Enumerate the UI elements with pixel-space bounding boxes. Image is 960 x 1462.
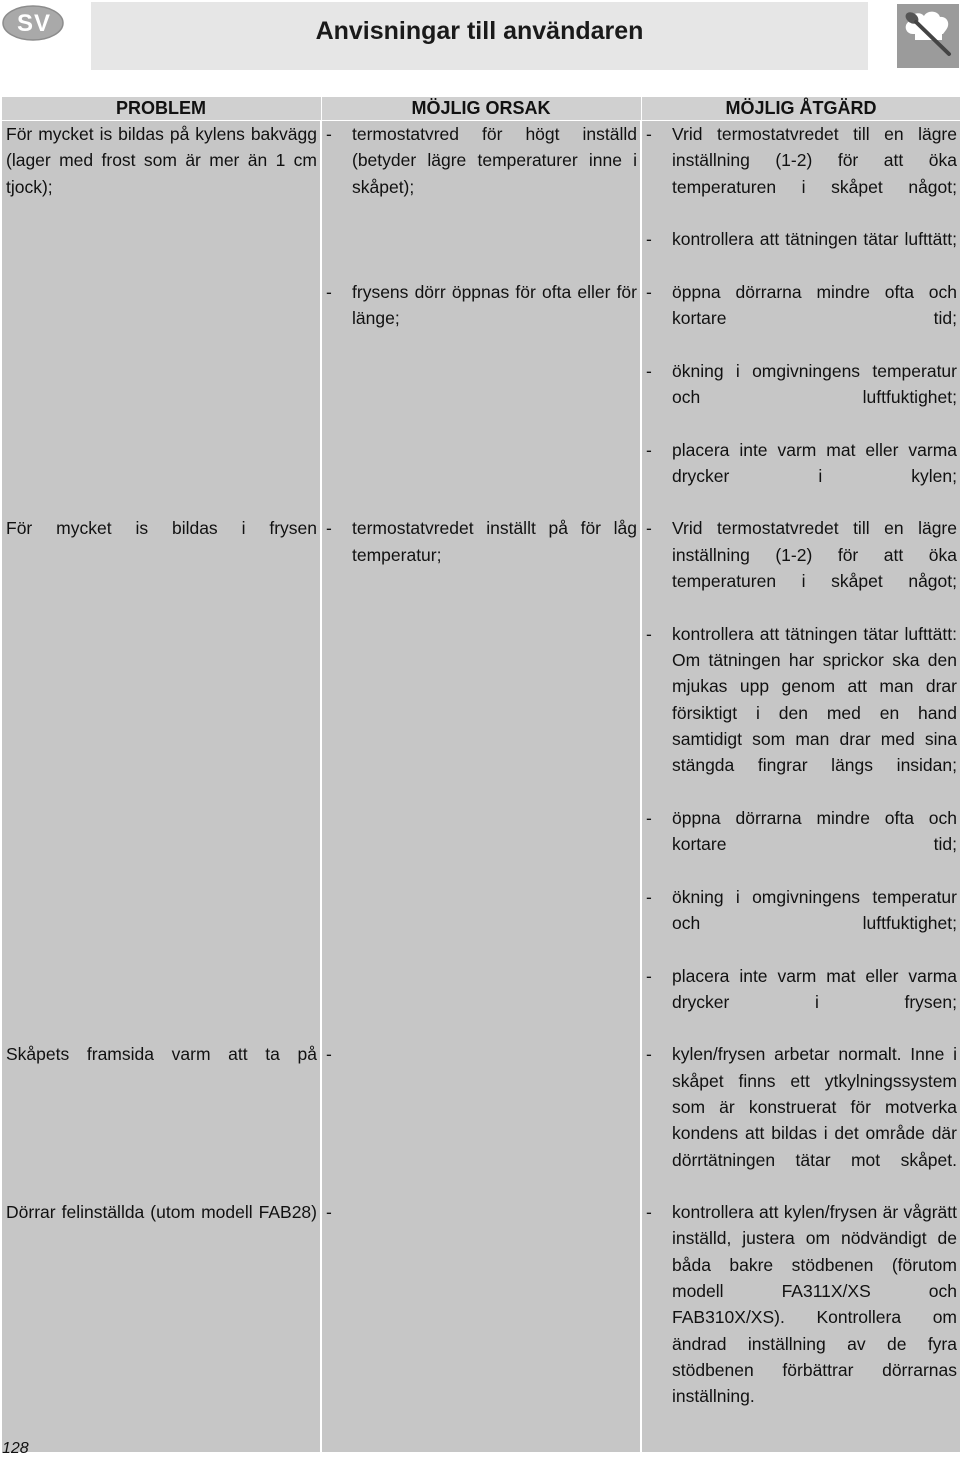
table-row (1, 121, 960, 516)
cause-text: frysens dörr öppnas för ofta eller för länge; (352, 281, 637, 329)
table-row (1, 1199, 960, 1452)
action-item (642, 621, 960, 805)
bullet-dash: - (646, 965, 652, 986)
problem-text: Skåpets framsida varm att ta på (6, 1044, 317, 1065)
action-text: Vrid termostatvredet till en lägre inställning (1-2) för att öka temperaturen i skåpet något; (672, 518, 957, 592)
bullet-dash: - (326, 124, 332, 144)
action-cell (641, 121, 960, 516)
cause-item (322, 121, 640, 226)
action-text: ökning i omgivningens temperatur och luftfuktighet; (672, 886, 957, 933)
bullet-dash: - (326, 518, 332, 539)
action-cell (641, 1041, 960, 1199)
action-text: kylen/frysen arbetar normalt. Inne i skåpet finns ett ytkylningssystem som är konstruerat för motverka kondens att bildas i det område där dörrtätningen tätar mot skåpet. (672, 1044, 957, 1170)
spacer (322, 226, 640, 279)
troubleshooting-table (0, 96, 960, 1452)
cause-cell (321, 515, 641, 1041)
language-badge (2, 4, 62, 40)
page-number: 128 (2, 1440, 29, 1457)
problem-text: För mycket is bildas på kylens bakvägg (lager med frost som är mer än 1 cm tjock); (6, 124, 317, 197)
cause-item (322, 1199, 640, 1225)
bullet-dash: - (646, 124, 652, 144)
problem-cell (1, 1199, 321, 1452)
bullet-dash: - (646, 886, 652, 907)
action-item (642, 805, 960, 884)
column-header-cause: MÖJLIG ORSAK (321, 97, 641, 121)
action-item (642, 515, 960, 620)
cause-cell (321, 121, 641, 516)
action-text: öppna dörrarna mindre ofta och kortare tid; (672, 281, 957, 329)
bullet-dash: - (646, 360, 652, 381)
table-row (1, 515, 960, 1041)
bullet-dash: - (646, 1202, 652, 1223)
cause-cell (321, 1041, 641, 1199)
action-text: kontrollera att kylen/frysen är vågrätt inställd, justera om nödvändigt de båda bakre stödbenen (förutom modell FA311X/XS och FAB310X/XS). Kontrollera om ändrad inställning av de fyra stödbenen förbättrar dörrarnas inställning. (672, 1202, 957, 1407)
action-text: placera inte varm mat eller varma drycker i frysen; (672, 965, 957, 1012)
bullet-dash: - (646, 1044, 652, 1065)
action-text: kontrollera att tätningen tätar lufttätt: Om tätningen har sprickor ska den mjukas upp genom att man drar försiktigt i den med en hand samtidigt som man drar med sina stängda fingrar längs insidan; (672, 623, 957, 776)
problem-cell (1, 121, 321, 516)
problem-cell (1, 515, 321, 1041)
cause-item (322, 515, 640, 594)
bullet-dash: - (326, 281, 332, 302)
chef-spoon-icon (897, 4, 959, 68)
action-cell (641, 1199, 960, 1452)
bullet-dash: - (646, 439, 652, 460)
action-text: placera inte varm mat eller varma drycker i kylen; (672, 439, 957, 486)
page-title: Anvisningar till användaren (315, 17, 644, 45)
bullet-dash: - (646, 807, 652, 828)
cause-item (322, 279, 640, 358)
language-code: SV (16, 10, 51, 37)
spacer (642, 1436, 960, 1452)
action-item (642, 1199, 960, 1436)
problem-text: För mycket is bildas i frysen (6, 518, 317, 539)
cause-cell (321, 1199, 641, 1452)
action-text: ökning i omgivningens temperatur och luftfuktighet; (672, 360, 957, 407)
bullet-dash: - (646, 623, 652, 644)
action-item (642, 963, 960, 1042)
action-item (642, 279, 960, 358)
action-cell (641, 515, 960, 1041)
bullet-dash: - (646, 281, 652, 302)
cause-text: termostatvredet inställt på för låg temperatur; (352, 518, 637, 565)
action-text: öppna dörrarna mindre ofta och kortare tid; (672, 807, 957, 855)
bullet-dash: - (326, 1202, 332, 1223)
cause-item (322, 1041, 640, 1067)
action-text: kontrollera att tätningen tätar lufttätt; (672, 229, 957, 250)
table-row (1, 1041, 960, 1199)
problem-cell (1, 1041, 321, 1199)
action-item (642, 437, 960, 516)
bullet-dash: - (646, 518, 652, 539)
table-header-row (1, 97, 960, 121)
column-header-action: MÖJLIG ÅTGÄRD (641, 97, 960, 121)
problem-text: Dörrar felinställda (utom modell FAB28) (6, 1202, 317, 1223)
cause-text: termostatvred för högt inställd (betyder lägre temperaturer inne i skåpet); (352, 124, 637, 197)
action-text: Vrid termostatvredet till en lägre inställning (1-2) för att öka temperaturen i skåpet något; (672, 124, 957, 197)
action-item (642, 226, 960, 279)
action-item (642, 358, 960, 437)
bullet-dash: - (326, 1044, 332, 1065)
action-item (642, 121, 960, 226)
column-header-problem: PROBLEM (1, 97, 321, 121)
action-item (642, 1041, 960, 1199)
bullet-dash: - (646, 229, 652, 250)
action-item (642, 884, 960, 963)
